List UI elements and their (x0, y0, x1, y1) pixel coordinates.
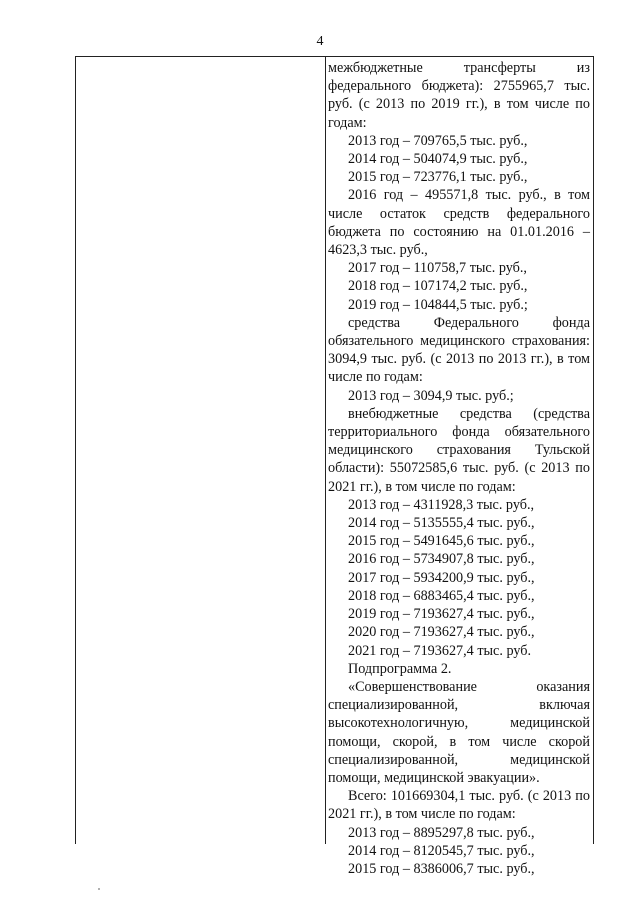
paragraph: внебюджетные средства (средства территориального фонда обязательного медицинского страхования Тульской области): 55072585,6 тыс. руб. (с 2013 по 2021 гг.), в том числе по годам: (328, 405, 590, 495)
paragraph: межбюджетные трансферты из федерального бюджета): 2755965,7 тыс. руб. (с 2013 по 2019 гг.), в том числе по годам: (328, 60, 590, 131)
paragraph: Всего: 101669304,1 тыс. руб. (с 2013 по 2021 гг.), в том числе по годам: (328, 788, 590, 823)
column-divider (325, 57, 326, 844)
paragraph: 2014 год – 504074,9 тыс. руб., (348, 151, 528, 168)
program-table (75, 56, 594, 877)
paragraph: 2015 год – 8386006,7 тыс. руб., (348, 860, 535, 877)
right-column-text (328, 59, 590, 878)
paragraph: 2013 год – 4311928,3 тыс. руб., (348, 496, 535, 513)
paragraph: средства Федерального фонда обязательного медицинского страхования: 3094,9 тыс. руб. (с 2013 по 2013 гг.), в том числе по годам: (328, 314, 590, 386)
paragraph: 2015 год – 723776,1 тыс. руб., (348, 169, 528, 186)
paragraph: 2014 год – 5135555,4 тыс. руб., (348, 515, 535, 532)
paragraph: 2014 год – 8120545,7 тыс. руб., (348, 842, 535, 859)
scan-speck (98, 888, 100, 890)
paragraph: «Совершенствование оказания специализированной, включая высокотехнологичную, медицинской помощи, скорой, в том числе скорой специализированной, медицинской помощи, медицинской эвакуации». (328, 678, 590, 786)
paragraph: 2016 год – 5734907,8 тыс. руб., (348, 551, 535, 568)
paragraph: 2017 год – 110758,7 тыс. руб., (348, 260, 527, 277)
paragraph: 2020 год – 7193627,4 тыс. руб., (348, 624, 535, 641)
paragraph: 2015 год – 5491645,6 тыс. руб., (348, 533, 535, 550)
paragraph: 2013 год – 709765,5 тыс. руб., (348, 132, 528, 149)
paragraph: 2021 год – 7193627,4 тыс. руб. (348, 642, 532, 659)
paragraph: Подпрограмма 2. (348, 660, 452, 677)
paragraph: 2019 год – 7193627,4 тыс. руб., (348, 606, 535, 623)
paragraph: 2018 год – 6883465,4 тыс. руб., (348, 587, 535, 604)
paragraph: 2018 год – 107174,2 тыс. руб., (348, 278, 528, 295)
paragraph: 2017 год – 5934200,9 тыс. руб., (348, 569, 535, 586)
page-number: 4 (316, 34, 324, 49)
paragraph: 2013 год – 3094,9 тыс. руб.; (348, 387, 514, 404)
paragraph: 2016 год – 495571,8 тыс. руб., в том числе остаток средств федерального бюджета по состоянию на 01.01.2016 – 4623,3 тыс. руб., (328, 187, 590, 259)
paragraph: 2013 год – 8895297,8 тыс. руб., (348, 824, 535, 841)
paragraph: 2019 год – 104844,5 тыс. руб.; (348, 296, 528, 313)
